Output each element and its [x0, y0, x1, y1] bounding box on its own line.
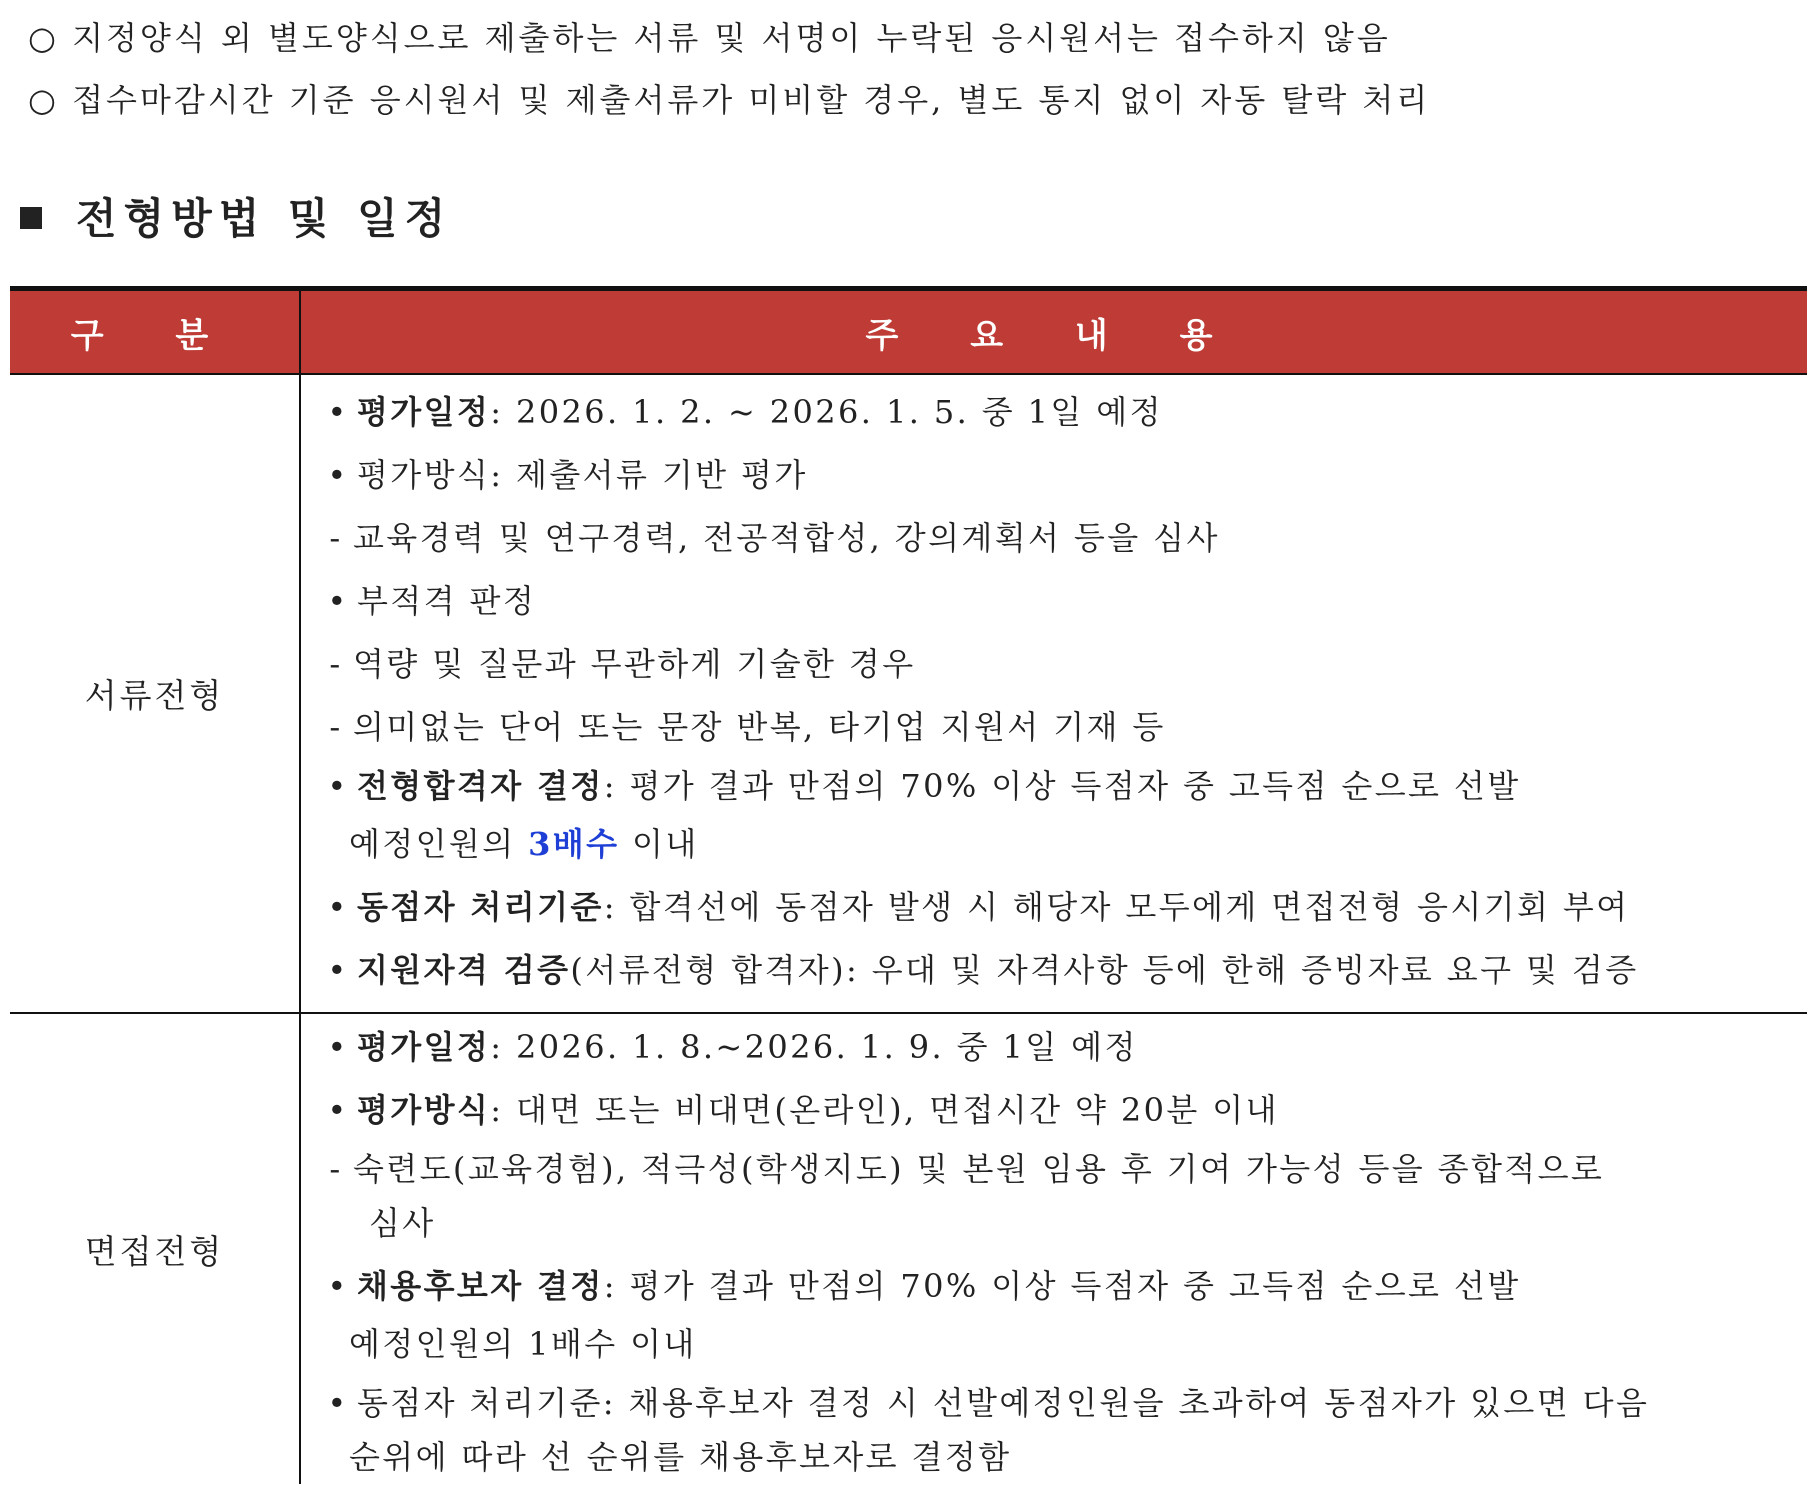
- bullet-icon: •: [327, 582, 349, 620]
- item-text: : 합격선에 동점자 발생 시 해당자 모두에게 면접전형 응시기회 부여: [603, 888, 1630, 926]
- item-text: 예정인원의: [349, 825, 516, 863]
- dash-icon: -: [329, 708, 343, 746]
- item-label: 평가일정: [357, 393, 491, 431]
- header-content: 주 요 내 용: [300, 289, 1807, 375]
- item-text: : 평가 결과 만점의 70% 이상 득점자 중 고득점 순으로 선발: [603, 1267, 1521, 1305]
- item-text: 동점자 처리기준: 채용후보자 결정 시 선발예정인원을 초과하여 동점자가 있으면 다음: [357, 1384, 1650, 1422]
- note-item: ○ 접수마감시간 기준 응시원서 및 제출서류가 미비할 경우, 별도 통지 없이 자동 탈락 처리: [28, 81, 1431, 119]
- dash-icon: -: [329, 645, 343, 683]
- item-text: 예정인원의 1배수 이내: [349, 1325, 697, 1363]
- bullet-icon: •: [327, 1267, 349, 1305]
- category-cell: 면접전형: [10, 1013, 300, 1484]
- bullet-icon: •: [327, 393, 349, 431]
- bullet-icon: •: [327, 888, 349, 926]
- bullet-icon: •: [327, 456, 349, 494]
- section-title-text: 전형방법 및 일정: [76, 194, 453, 243]
- section-title: [20, 186, 452, 246]
- item-text: 심사: [369, 1204, 436, 1242]
- item-text: : 평가 결과 만점의 70% 이상 득점자 중 고득점 순으로 선발: [603, 767, 1521, 805]
- emphasis-text: 3배수: [528, 825, 620, 863]
- bullet-icon: •: [327, 767, 349, 805]
- bullet-icon: •: [327, 951, 349, 989]
- item-text: 역량 및 질문과 무관하게 기술한 경우: [353, 645, 916, 683]
- item-label: 지원자격 검증: [357, 951, 571, 989]
- item-text: 숙련도(교육경험), 적극성(학생지도) 및 본원 임용 후 기여 가능성 등을 종합적으로: [353, 1150, 1605, 1188]
- item-text: 의미없는 단어 또는 문장 반복, 타기업 지원서 기재 등: [353, 708, 1166, 746]
- item-text: (서류전형 합격자): 우대 및 자격사항 등에 한해 증빙자료 요구 및 검증: [570, 951, 1639, 989]
- bullet-icon: •: [327, 1028, 349, 1066]
- item-text: 평가방식: 제출서류 기반 평가: [357, 456, 808, 494]
- content-cell: [300, 1013, 1807, 1484]
- table-row: [10, 1013, 1807, 1484]
- bullet-icon: •: [327, 1384, 349, 1422]
- item-text: : 대면 또는 비대면(온라인), 면접시간 약 20분 이내: [490, 1091, 1279, 1129]
- bullet-icon: •: [327, 1091, 349, 1129]
- item-label: 평가일정: [357, 1028, 491, 1066]
- item-text: : 2026. 1. 8.~2026. 1. 9. 중 1일 예정: [490, 1028, 1138, 1066]
- schedule-table: [10, 286, 1807, 1484]
- item-text: 순위에 따라 선 순위를 채용후보자로 결정함: [349, 1438, 1012, 1476]
- item-label: 전형합격자 결정: [357, 767, 604, 805]
- table-row: [10, 374, 1807, 1013]
- note-item: ○ 지정양식 외 별도양식으로 제출하는 서류 및 서명이 누락된 응시원서는 접수하지 않음: [28, 19, 1391, 57]
- item-label: 채용후보자 결정: [357, 1267, 604, 1305]
- table-header-row: [10, 289, 1807, 375]
- dash-icon: -: [329, 519, 343, 557]
- item-label: 평가방식: [357, 1091, 491, 1129]
- item-text: 교육경력 및 연구경력, 전공적합성, 강의계획서 등을 심사: [353, 519, 1220, 557]
- content-cell: [300, 374, 1807, 1013]
- item-label: 동점자 처리기준: [357, 888, 604, 926]
- header-category: 구 분: [10, 289, 300, 375]
- item-text: 이내: [632, 825, 699, 863]
- category-cell: 서류전형: [10, 374, 300, 1013]
- notes: [28, 14, 1430, 138]
- item-text: : 2026. 1. 2. ~ 2026. 1. 5. 중 1일 예정: [490, 393, 1163, 431]
- item-text: 부적격 판정: [357, 582, 537, 620]
- dash-icon: -: [329, 1150, 343, 1188]
- square-bullet-icon: [20, 207, 42, 229]
